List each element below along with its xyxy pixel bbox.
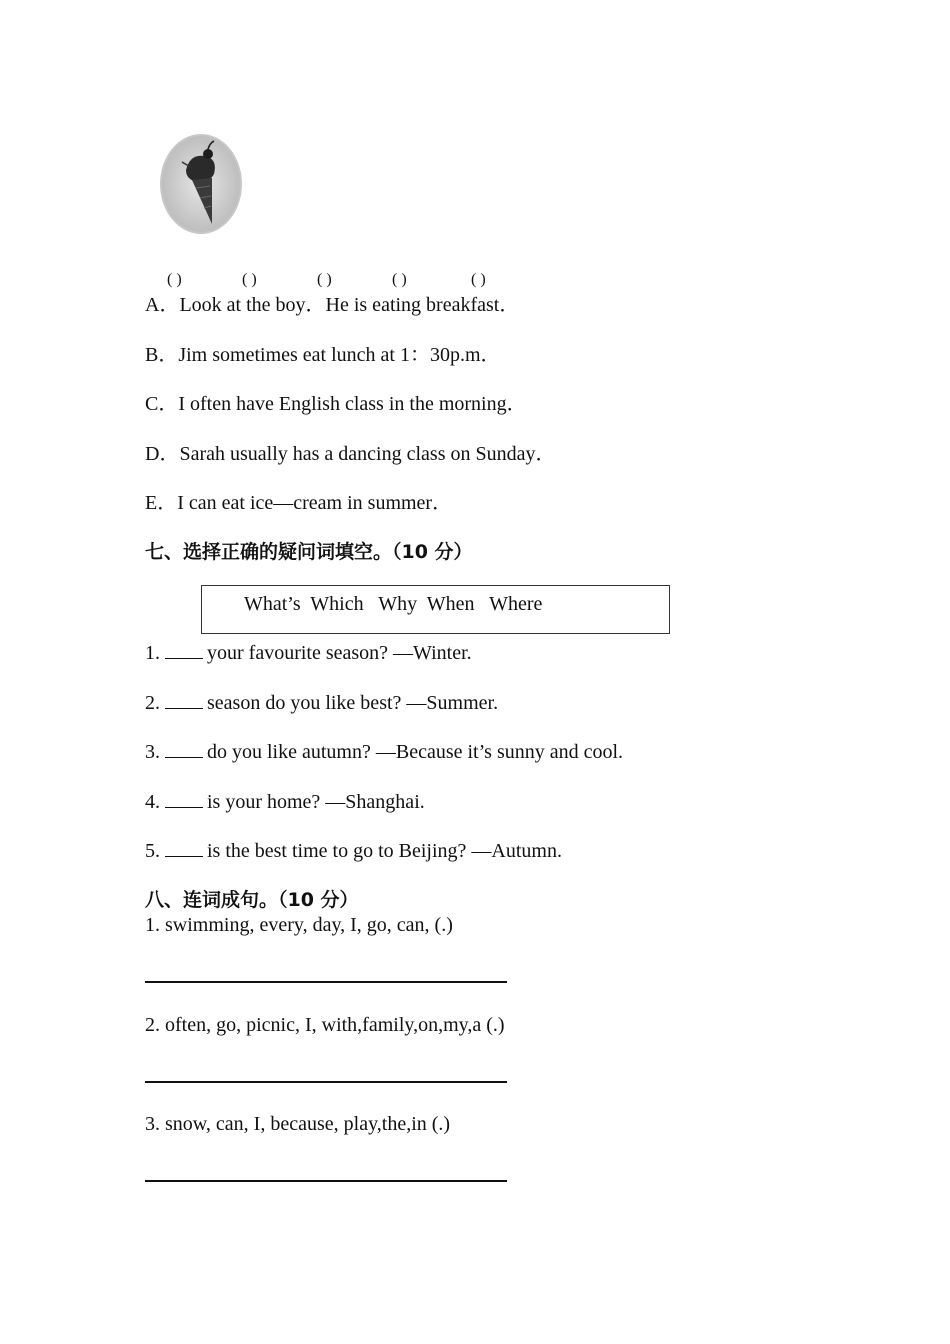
answer-line[interactable] (145, 1180, 507, 1182)
question-text: season do you like best? —Summer. (207, 692, 499, 714)
question-number: 2. (145, 692, 160, 714)
option-c: C．I often have English class in the morning． (145, 393, 527, 415)
question-row (145, 790, 425, 814)
question-number: 1. (145, 642, 160, 664)
option-d: D．Sarah usually has a dancing class on Sunday． (145, 443, 556, 465)
question-number: 3. (145, 741, 160, 763)
question-row (145, 641, 472, 665)
option-e: E．I can eat ice—cream in summer． (145, 492, 453, 514)
answer-line[interactable] (145, 981, 507, 983)
question-number: 5. (145, 840, 160, 862)
scrambled-sentence: 3. snow, can, I, because, play,the,in (.) (145, 1113, 451, 1135)
question-number: 4. (145, 791, 160, 813)
section-heading-7: 七、选择正确的疑问词填空。（10 分） (145, 541, 473, 563)
answer-blank[interactable] (165, 642, 203, 659)
option-a: A．Look at the boy．He is eating breakfast． (145, 294, 520, 316)
answer-bracket[interactable]: ( ) (242, 271, 257, 288)
scrambled-sentence: 2. often, go, picnic, I, with,family,on,my,a (.) (145, 1014, 505, 1036)
answer-blank[interactable] (165, 741, 203, 758)
answer-blank[interactable] (165, 791, 203, 808)
scrambled-sentence: 1. swimming, every, day, I, go, can, (.) (145, 914, 453, 936)
question-text: your favourite season? —Winter. (207, 642, 472, 664)
option-b: B．Jim sometimes eat lunch at 1：30p.m． (145, 344, 501, 366)
answer-blank[interactable] (165, 840, 203, 857)
question-row (145, 740, 623, 764)
answer-bracket[interactable]: ( ) (317, 271, 332, 288)
answer-blank[interactable] (165, 692, 203, 709)
question-text: do you like autumn? —Because it’s sunny and cool. (207, 741, 624, 763)
section-heading-8: 八、连词成句。（10 分） (145, 889, 359, 911)
answer-bracket[interactable]: ( ) (471, 271, 486, 288)
word-bank-box (201, 585, 670, 634)
ice-cream-picture (146, 128, 256, 240)
word-bank: What’s Which Why When Where (244, 593, 543, 615)
question-row (145, 691, 498, 715)
question-text: is the best time to go to Beijing? —Autumn. (207, 840, 562, 862)
answer-bracket[interactable]: ( ) (392, 271, 407, 288)
answer-bracket[interactable]: ( ) (167, 271, 182, 288)
answer-line[interactable] (145, 1081, 507, 1083)
question-text: is your home? —Shanghai. (207, 791, 425, 813)
question-row (145, 839, 562, 863)
